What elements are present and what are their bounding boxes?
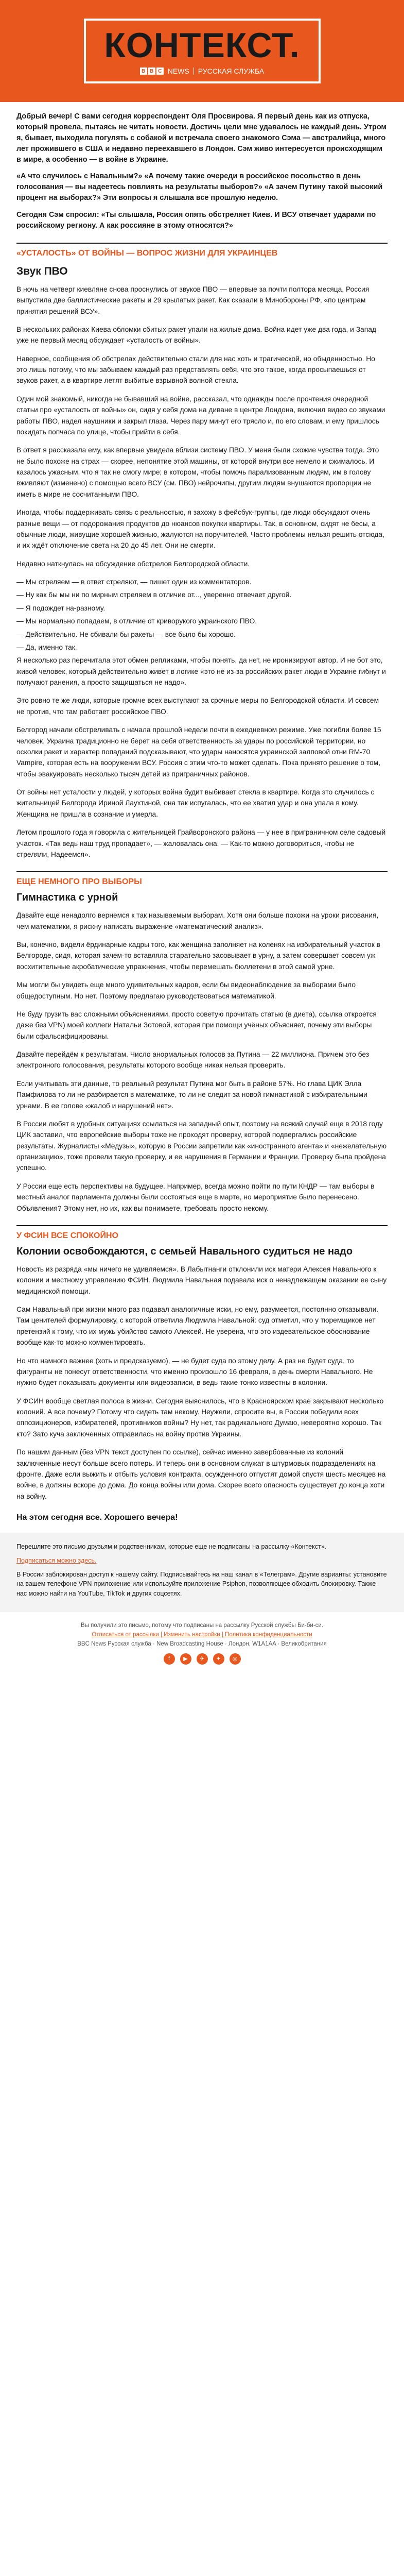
newsletter-header bbox=[0, 0, 404, 102]
footer-strip bbox=[0, 1533, 404, 1612]
body-paragraph: Я несколько раз перечитала этот обмен репликами, чтобы понять, да нет, не иронизируют автор. И не бот это, живой человек, который действительно живет в логике «это не из-за российских ракет люди в Украине гибнут и получают ранения, а просто защищаться не надо». bbox=[16, 656, 386, 686]
body-paragraph: Сам Навальный при жизни много раз подавал аналогичные иски, но ему, разумеется, постоянно отказывали. Там ценителей формулировку, с которой ответила Людмила Навальной: суд отметил, что у тюремщиков нет претензий к тому, что их мужь убийство самого Алексей. Не уверена, что это издевательское обоснование вообще как-то можно комментировать. bbox=[16, 1306, 379, 1347]
section-body bbox=[16, 910, 388, 1214]
body-paragraph: В России любят в удобных ситуациях ссылаться на западный опыт, поэтому на всякий случай еще в 2018 году ЦИК заставил, что европейские выборы тоже не проходят проверку, которой подвергались российские результаты. Журналисты «Медузы», которую в России запретили как «иностранного агента» и «нежелательную организацию», тоже провели такую проверку, и ее нарушения в Германии и Франции. Проверку была пройдена успешно. bbox=[16, 1120, 387, 1172]
body-paragraph: Но что намного важнее (хоть и предсказуемо), — не будет суда по этому делу. А раз не будет суда, то фигуранты не понесут ответственности, что именно произошло 16 февраля, в день смерти Навального. Не нужно будет показывать документы или видеозаписи, в ведь такие тонко известны в колонии. bbox=[16, 1357, 373, 1387]
section-title: Звук ПВО bbox=[16, 265, 68, 277]
social-icons bbox=[16, 1653, 388, 1665]
logo-box bbox=[84, 19, 321, 83]
body-paragraph: Не буду грузить вас сложными объяснениями, просто советую прочитать статью (в диета), ссылка откроется даже без VPN) моей коллеги Натальи Зотовой, которая при помощи учёных объясняет, почему эти выборы были сфальсифицированы. bbox=[16, 1010, 377, 1040]
sign-off: На этом сегодня все. Хорошего вечера! bbox=[16, 1513, 178, 1522]
body-paragraph: В нескольких районах Киева обломки сбитых ракет упали на жилые дома. Война идет уже два года, и Запад уже не первый месяц обсуждает «усталость от войны». bbox=[16, 325, 376, 345]
dialogue-line: — Действительно. Не сбивали бы ракеты — все было бы хорошо. bbox=[16, 630, 236, 638]
body-paragraph: В ответ я рассказала ему, как впервые увидела вблизи систему ПВО. У меня были схожие чувства тогда. Это не было похоже на страх — скорее, непонятие этой машины, от которой внутри все немело и сжималось. И казалось ужасным, что я так не смогу мире; в котором, чтобы помочь парализованным людям, им в голову вживляют (изменено) с помощью всего ВСУ (см. ПВО) нейрочипы, другим людям внушаются пропорции не иметь в мире не сосчитанными ПВО. bbox=[16, 446, 379, 498]
section-body bbox=[16, 655, 388, 860]
section-title: Колонии освобождаются, с семьей Навального судиться не надо bbox=[16, 1245, 353, 1257]
facebook-icon[interactable]: f bbox=[164, 1653, 175, 1665]
footer-note: Вы получили это письмо, потому что подписаны на рассылку Русской службы Би-би-си. bbox=[81, 1622, 323, 1629]
dialogue-block bbox=[16, 577, 388, 653]
intro-paragraph: Сегодня Сэм спросил: «Ты слышала, Россия опять обстреляет Киев. И ВСУ отвечает ударами по российскому региону. А как россияне в этому относятся?» bbox=[16, 211, 376, 230]
body-paragraph: Вы, конечно, видели ёрдинарные кадры того, как женщина заполняет на коленях на избирательный участок в Белгороде, сидя, которая зачем-то вставляла старательно засовывает в урну, а затем совершает совсем уж восхитительные акробатические упражнения, чтобы перемешать бюллетени в этой самой урне. bbox=[16, 941, 380, 971]
intro-paragraph: Добрый вечер! С вами сегодня корреспондент Оля Просвирова. Я первый день как из отпуска, который провела, пытаясь не читать новости. Достичь цели мне удавалось не каждый день. Утром я, бывает, выходила погулять с собакой и встречала своего знакомого Сэма — австралийца, много лет прожившего в США и недавно переехавшего в Лондон. Сэм живо интересуется происходящим в мире, а особенно — в войне в Украине. bbox=[16, 112, 387, 164]
dialogue-line: — Ну как бы мы ни по мирным стреляем в отличие от..., уверенно отвечает другой. bbox=[16, 591, 292, 599]
section-title: Гимнастика с урной bbox=[16, 892, 118, 904]
body-paragraph: У России еще есть перспективы на будущее. Например, всегда можно пойти по пути КНДР — там выборы в местный аналог парламента должны были состояться еще в марте, но мероприятие было перенесено. Объявления? Этому нет, но их, как вы понимаете, требовать просто некому. bbox=[16, 1182, 375, 1212]
body-paragraph: Один мой знакомый, никогда не бывавший на войне, рассказал, что однажды после прочтения очередной статьи про «усталость от войны» он, сидя у себя дома на диване в центре Лондона, включил видео со звуками работы ПВО, надел наушники и закрыл глаза. Через пару минут его трясло и, по его словам, и ему пришлось покидать попчаса по улице, чтобы прийти в себя. bbox=[16, 395, 385, 436]
section-label: «УСТАЛОСТЬ» ОТ ВОЙНЫ — ВОПРОС ЖИЗНИ ДЛЯ УКРАИНЦЕВ bbox=[16, 243, 388, 258]
body-paragraph: Летом прошлого года я говорила с жительницей Грайворонского района — у нее в приграничном селе садовый участок. «Так ведь наш труд пропадает», — жаловалась она. — Как-то можно договориться, чтобы не стреляли, Надеемся». bbox=[16, 828, 386, 858]
body-paragraph: Это ровно те же люди, которые громче всех выступают за срочные меры по Белгородской области. И совсем не против, что там работает российское ПВО. bbox=[16, 697, 379, 716]
brand-service: РУССКАЯ СЛУЖБА bbox=[198, 67, 265, 75]
body-paragraph: Новость из разряда «мы ничего не удивляемся». В Лабытнанги отклонили иск матери Алексея Навального к колонии и местному управлению ФСИН. Людмила Навальная подавала иск о ненадлежащем оказании ее сыну медицинской помощи. bbox=[16, 1265, 387, 1295]
bottom-footer bbox=[0, 1612, 404, 1685]
body-paragraph: В ночь на четверг киевляне снова проснулись от звуков ПВО — впервые за почти полтора месяца. Россия выпустила две баллистические ракеты и 29 крылатых ракет. Как сказали в Минобороны РФ, «по центрам принятия решений ВСУ». bbox=[16, 285, 370, 315]
body-paragraph: Если учитывать эти данные, то реальный результат Путина мог быть в районе 57%. Но глава ЦИК Элла Памфилова то ли не разбирается в математике, то ли не следит за новой гимнастикой с избирательными урнами. В ее голове «жалоб и нарушений нет». bbox=[16, 1079, 367, 1110]
twitter-icon[interactable]: ✦ bbox=[213, 1653, 224, 1665]
dialogue-line: — Я подождет на-разному. bbox=[16, 604, 106, 612]
section-label: У ФСИН ВСЕ СПОКОЙНО bbox=[16, 1225, 388, 1241]
body-paragraph: Иногда, чтобы поддерживать связь с реальностью, я захожу в фейсбук-группы, где люди обсуждают очень разные вещи — от подорожания продуктов до нюансов покупки квартиры. Так, в основном, сидят не бесы, а обычные люди, живущие хорошей жизнью, жалуются на поручителей. Часто проблемы нельзя решить отсюда, и их ждёт отключение света на 20 до 45 лет. Они не смерти. bbox=[16, 509, 384, 550]
body-paragraph: По нашим данным (без VPN текст доступен по ссылке), сейчас именно завербованные из колоний заключенные несут больше всего потерь. И теперь они в основном служат в штурмовых подразделениях на фронте. Даже если выжить и отбыть условия контракта, осужденного отпустят домой спустя шесть месяцев на войне, в должны вскоре до дома. До конца войны или дома. Скорее всего опасность существует до конца хоти на войну. bbox=[16, 1448, 386, 1500]
body-paragraph: Давайте перейдём к результатам. Число анормальных голосов за Путина — 22 миллиона. Причем это без электронного голосования, результаты которого вообще никак нельзя проверить. bbox=[16, 1050, 370, 1070]
dialogue-line: — Да, именно так. bbox=[16, 643, 77, 651]
body-paragraph: От войны нет усталости у людей, у которых война будит выбивает стекла в квартире. Когда это случилось с жительницей Белгорода Ириной Лаухтиной, она так испугалась, что ее хватил удар и она упала в кому. Женщина не пришла в сознание и умерла. bbox=[16, 788, 375, 818]
unsubscribe-links[interactable]: Отписаться от рассылки | Изменить настройки | Политика конфиденциальности bbox=[92, 1631, 312, 1638]
newsletter-content bbox=[0, 102, 404, 1522]
body-paragraph: Наверное, сообщения об обстрелах действительно стали для нас хоть и трагической, но обыденностью. Но это лишь потому, что мы забываем каждый раз представлять себя, что это такое, когда просыпаешься от звуков ракет, а в квартире летят выбитые взрывной волной стекла. bbox=[16, 354, 375, 385]
body-paragraph: Недавно наткнулась на обсуждение обстрелов Белгородской области. bbox=[16, 560, 250, 568]
brand-news: NEWS bbox=[167, 67, 189, 75]
intro-paragraph: «А что случилось с Навальным?» «А почему такие очереди в российское посольство в день голосования — вы надеетесь повлиять на результаты выборов?» «А зачем Путину такой высокий процент на выборах?» Эти вопросы я слышала все прошлую неделю. bbox=[16, 172, 383, 202]
footer-text: Перешлите это письмо друзьям и родственникам, которые еще не подписаны на рассылку «Контекст». bbox=[16, 1543, 327, 1550]
body-paragraph: Давайте еще ненадолго вернемся к так называемым выборам. Хотя они больше похожи на уроки рисования, чем математики, я рискну написать выражение «математический анализ». bbox=[16, 911, 379, 930]
dialogue-line: — Мы нормально попадаем, в отличие от криворукого украинского ПВО. bbox=[16, 617, 257, 625]
instagram-icon[interactable]: ◎ bbox=[230, 1653, 241, 1665]
section-body bbox=[16, 284, 388, 569]
dialogue-line: — Мы стреляем — в ответ стреляют, — пишет один из комментаторов. bbox=[16, 578, 252, 586]
telegram-icon[interactable]: ✈ bbox=[197, 1653, 208, 1665]
kontekst-logo: КОНТЕКСТ. bbox=[104, 26, 300, 65]
body-paragraph: Белгород начали обстреливать с начала прошлой недели почти в ежедневном режиме. Уже погибли более 15 человек. Украина традиционно не берет на себя ответственность за удары по российской территории, но осколки ракет и характер попаданий подсказывают, что удары наносятся украинской залповой отни RM-70 Vampire, которая есть на вооружении ВСУ. Россия с этим что-то может сделать. Пока принято решение о том, чтобы эвакуировать несколько тысяч детей из приграничных районов. bbox=[16, 726, 381, 778]
footer-address: BBC News Русская служба · New Broadcasting House · Лондон, W1A1AA · Великобритания bbox=[77, 1640, 327, 1647]
bbc-logo-icon: B B C bbox=[140, 67, 164, 75]
youtube-icon[interactable]: ▶ bbox=[180, 1653, 191, 1665]
brand-line bbox=[140, 67, 265, 75]
section-body bbox=[16, 1264, 388, 1502]
body-paragraph: У ФСИН вообще светлая полоса в жизни. Сегодня выяснилось, что в Красноярском крае закрывают несколько колоний. А все почему? Потому что сидеть там некому. Неужели, спросите вы, в России победили всех оппозиционеров, избирателей, противников войны? Ну нет, так радикального Думаю, невероятно хорошо. Так кто? Зато куча заключенных отправилась на войну против Украины. bbox=[16, 1397, 384, 1438]
subscribe-link[interactable]: Подписаться можно здесь. bbox=[16, 1556, 97, 1564]
footer-text: В России заблокирован доступ к нашему сайту. Подписывайтесь на наш канал в «Телеграм». Другие варианты: установите на вашем телефоне VPN-приложение или используйте приложение Psiphon, позволяющее обходить блокировку. Также нас можно найти на YouTube, TikTok и других соцсетях. bbox=[16, 1570, 387, 1597]
section-label: ЕЩЕ НЕМНОГО ПРО ВЫБОРЫ bbox=[16, 871, 388, 887]
body-paragraph: Мы могли бы увидеть еще много удивительных кадров, если бы видеонаблюдение за выборами было общедоступным. Но нет. Поэтому предлагаю руководствоваться математикой. bbox=[16, 981, 356, 1000]
